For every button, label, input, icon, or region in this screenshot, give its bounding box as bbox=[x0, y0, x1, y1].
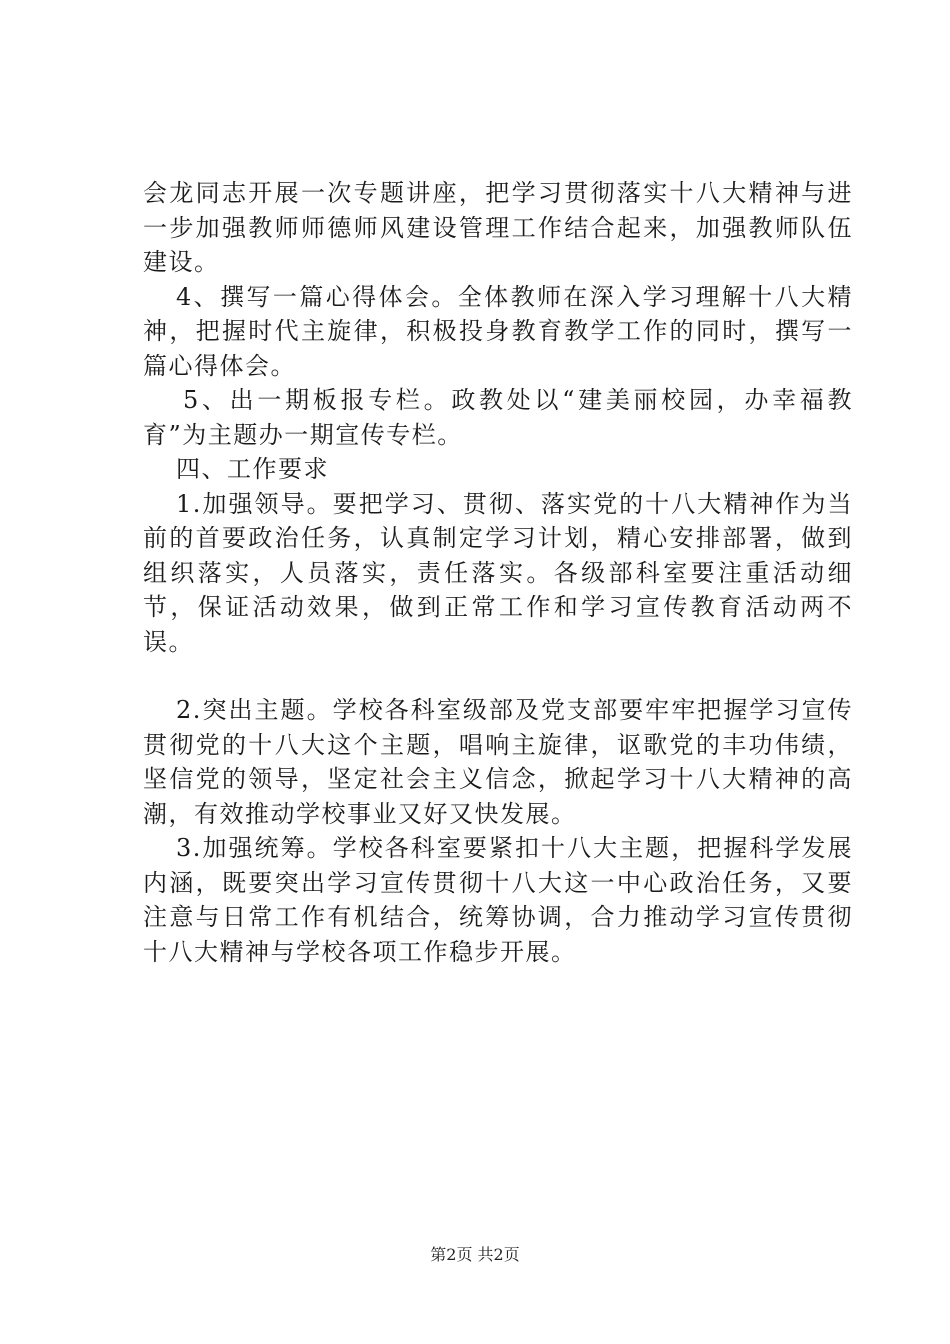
paragraph-requirement-1: 1.加强领导。要把学习、贯彻、落实党的十八大精神作为当前的首要政治任务，认真制定学习计划，精心安排部署，做到组织落实，人员落实，责任落实。各级部科室要注重活动细节，保证活动效果，做到正常工作和学习宣传教育活动两不误。 bbox=[143, 489, 853, 656]
body-text bbox=[143, 176, 853, 969]
paragraph-item-5: 5、出一期板报专栏。政教处以“建美丽校园，办幸福教育”为主题办一期宣传专栏。 bbox=[143, 386, 853, 449]
paragraph-requirement-3: 3.加强统筹。学校各科室要紧扣十八大主题，把握科学发展内涵，既要突出学习宣传贯彻十八大这一中心政治任务，又要注意与日常工作有机结合，统筹协调，合力推动学习宣传贯彻十八大精神与学校各项工作稳步开展。 bbox=[143, 834, 853, 966]
paragraph-requirement-2: 2.突出主题。学校各科室级部及党支部要牢牢把握学习宣传贯彻党的十八大这个主题，唱响主旋律，讴歌党的丰功伟绩，坚信党的领导，坚定社会主义信念，掀起学习十八大精神的高潮，有效推动学校事业又好又快发展。 bbox=[143, 696, 853, 828]
paragraph-lecture-continuation: 会龙同志开展一次专题讲座，把学习贯彻落实十八大精神与进一步加强教师师德师风建设管理工作结合起来，加强教师队伍建设。 bbox=[143, 179, 853, 276]
section-heading-work-requirements: 四、工作要求 bbox=[176, 455, 329, 483]
page-number-footer: 第2页 共2页 bbox=[430, 1245, 520, 1264]
paragraph-item-4: 4、撰写一篇心得体会。全体教师在深入学习理解十八大精神，把握时代主旋律，积极投身教育教学工作的同时，撰写一篇心得体会。 bbox=[143, 282, 853, 380]
